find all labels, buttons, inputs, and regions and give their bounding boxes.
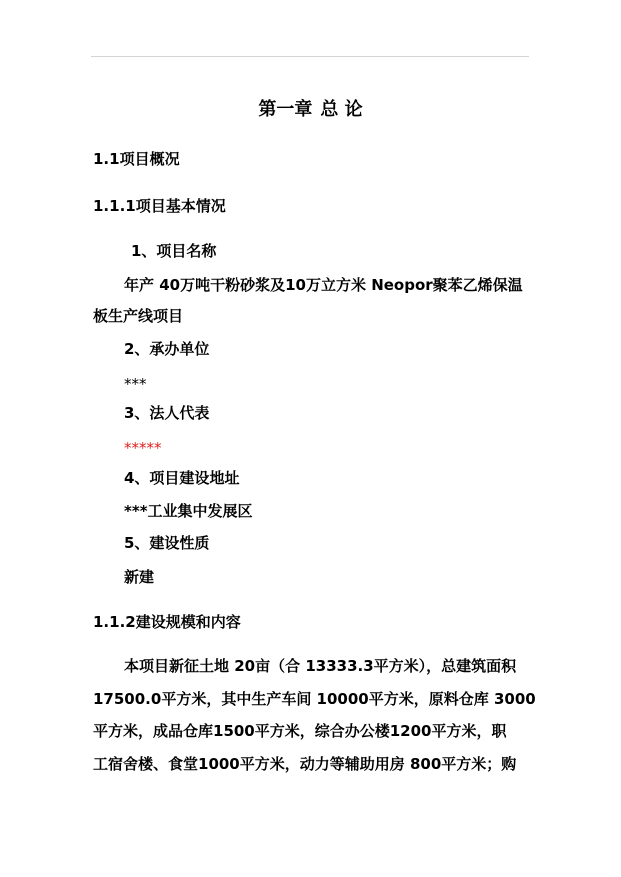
project-name-line-1: 年产 40万吨干粉砂浆及10万立方米 Neopor聚苯乙烯保温	[124, 276, 523, 294]
chapter-label: 第一章	[258, 99, 313, 120]
section-1-1-heading: 1.1项目概况	[93, 150, 180, 168]
item-heading-address: 4、项目建设地址	[124, 469, 240, 487]
item-heading-legal-rep: 3、法人代表	[124, 404, 210, 422]
header-rule	[91, 56, 529, 57]
scale-paragraph-line-3: 平方米，成品仓库1500平方米，综合办公楼1200平方米，职	[93, 722, 507, 740]
scale-paragraph-line-1: 本项目新征土地 20亩（合 13333.3平方米），总建筑面积	[124, 657, 517, 675]
section-1-1-2-heading: 1.1.2建设规模和内容	[93, 613, 241, 631]
scale-paragraph-line-4: 工宿舍楼、食堂1000平方米，动力等辅助用房 800平方米；购	[93, 755, 517, 773]
section-1-1-1-heading: 1.1.1项目基本情况	[93, 197, 226, 215]
project-name-line-2: 板生产线项目	[93, 307, 184, 325]
scale-paragraph-line-2: 17500.0平方米，其中生产车间 10000平方米，原料仓库 3000	[93, 690, 536, 708]
address-value: ***工业集中发展区	[124, 502, 253, 520]
organizer-value: ***	[124, 375, 147, 393]
item-heading-nature: 5、建设性质	[124, 534, 210, 552]
nature-value: 新建	[124, 568, 155, 586]
item-heading-organizer: 2、承办单位	[124, 340, 210, 358]
chapter-title	[0, 98, 621, 122]
chapter-name: 总 论	[320, 99, 363, 120]
legal-rep-value: *****	[124, 439, 162, 457]
item-heading-project-name: 1、项目名称	[131, 242, 217, 260]
